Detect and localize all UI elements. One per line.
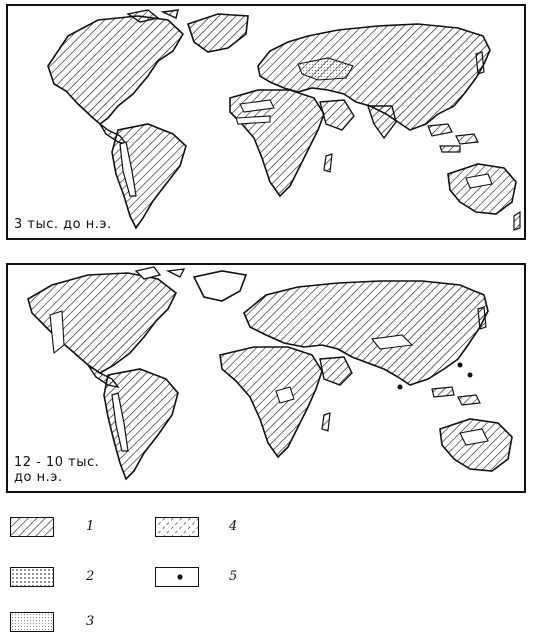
map-caption-line-1: 12 - 10 тыс.	[14, 455, 100, 470]
india-landmass	[368, 106, 396, 138]
north-america-landmass	[28, 273, 176, 373]
south-america-landmass	[104, 369, 178, 479]
japan-islands	[478, 307, 486, 329]
japan-islands	[476, 52, 484, 74]
legend-swatch-single-dot	[155, 567, 199, 587]
arabia-landmass	[320, 357, 352, 385]
arctic-islands	[136, 267, 184, 279]
africa-landmass	[220, 347, 322, 457]
madagascar-island	[324, 154, 332, 172]
greenland-landmass	[194, 271, 246, 301]
arabia-landmass	[320, 100, 354, 130]
site-marker-dot-1	[398, 385, 403, 390]
south-america-landmass	[112, 124, 186, 228]
north-america-landmass	[48, 16, 183, 124]
legend-swatch-diagonal-hatch	[10, 517, 54, 537]
map-caption-12-10-thousand-bc	[14, 455, 99, 485]
map-12-10-thousand-bc	[6, 263, 526, 493]
legend-number: 1	[86, 519, 95, 534]
legend-number: 3	[86, 614, 95, 629]
legend-swatch-dashed-hatch	[155, 517, 199, 537]
sahara-blank-area-2	[236, 116, 270, 124]
site-marker-dot-3	[468, 373, 473, 378]
legend-number: 5	[229, 569, 238, 584]
australia-landmass	[440, 419, 512, 471]
southeast-asia-islands	[428, 124, 478, 152]
map-caption-3-thousand-bc: 3 тыс. до н.э.	[14, 217, 112, 232]
new-zealand-island	[514, 212, 520, 230]
map-caption-line-2: до н.э.	[14, 470, 63, 485]
madagascar-island	[322, 413, 330, 431]
world-map-3-thousand-bc	[8, 6, 524, 238]
legend-number: 2	[86, 569, 95, 584]
australia-landmass	[448, 164, 516, 214]
greenland-landmass	[188, 14, 248, 52]
site-marker-dot-2	[458, 363, 463, 368]
legend-number: 4	[229, 519, 238, 534]
map-3-thousand-bc	[6, 4, 526, 240]
legend-swatch-fine-dots	[10, 612, 54, 632]
southeast-asia-islands	[432, 387, 480, 405]
west-coast-blank-area	[50, 311, 64, 353]
legend-swatch-dense-dots	[10, 567, 54, 587]
